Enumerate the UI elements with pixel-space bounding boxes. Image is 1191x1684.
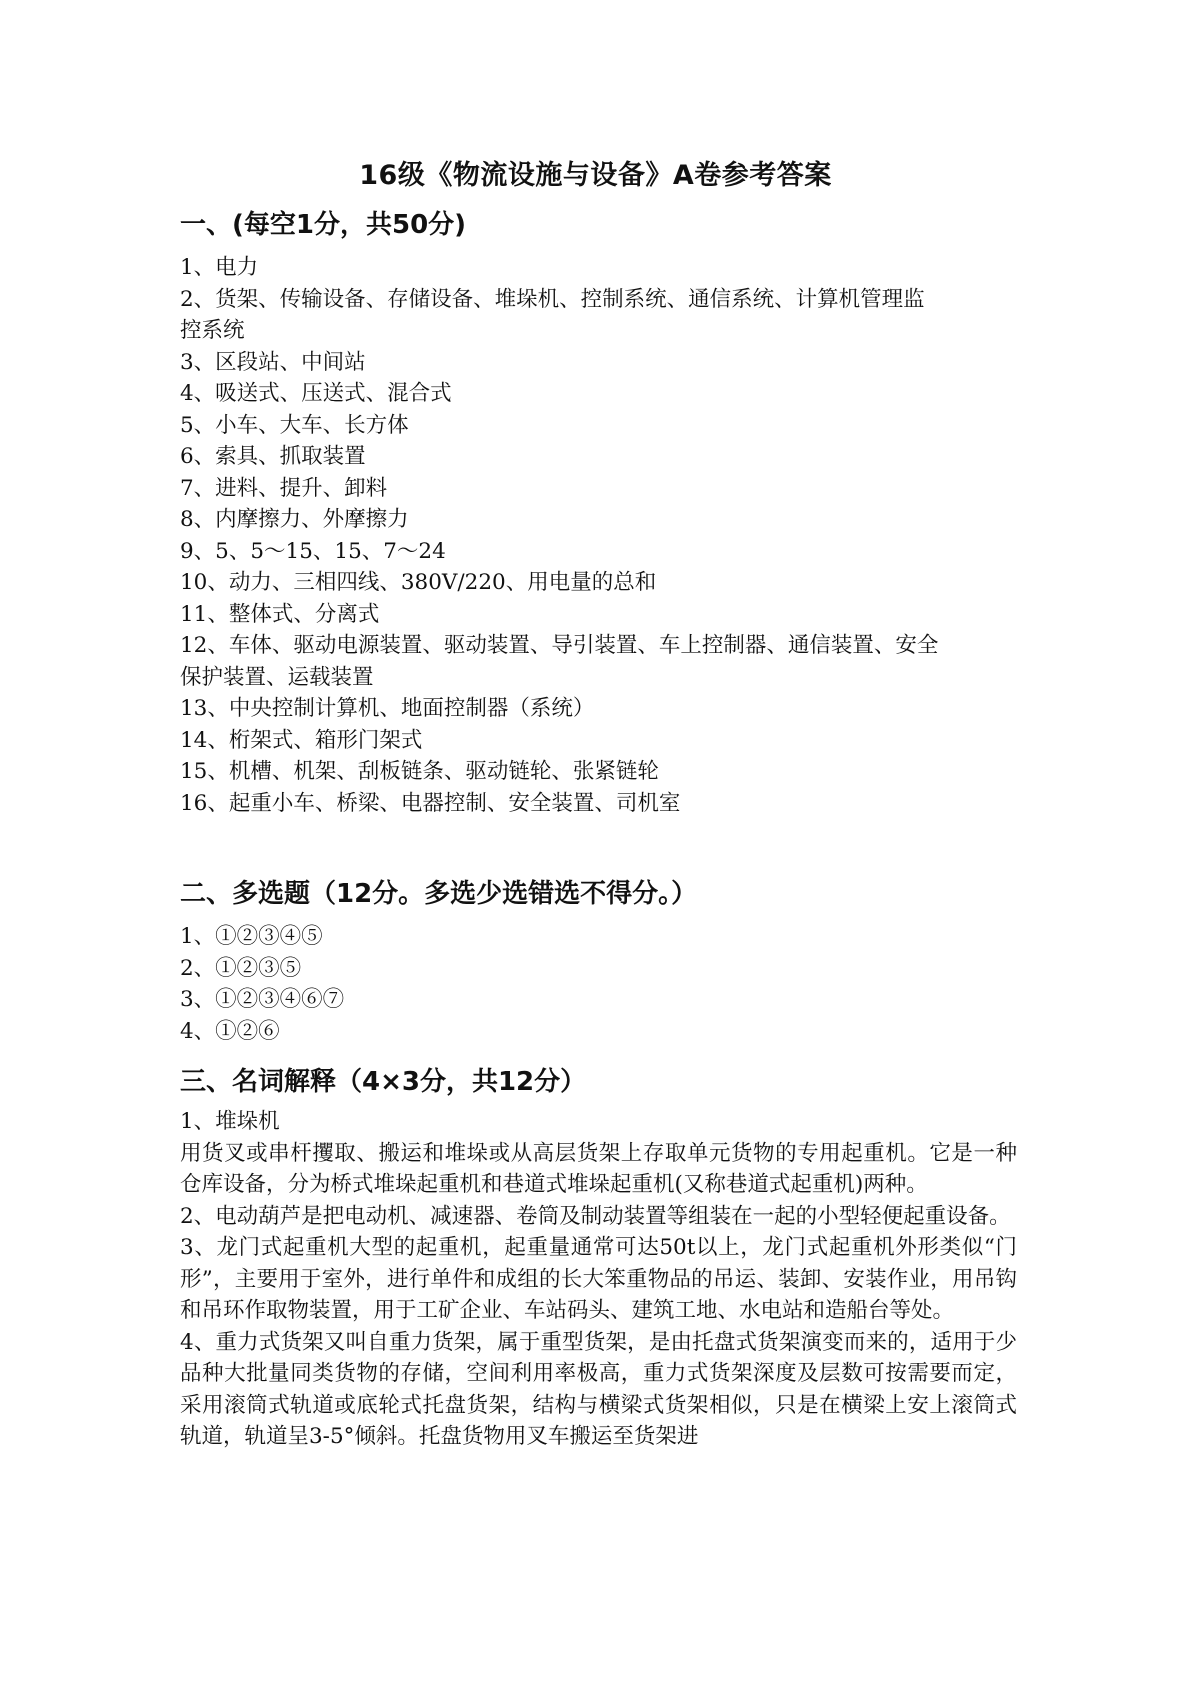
- answer-line: 10、动力、三相四线、380V/220、用电量的总和: [180, 570, 657, 595]
- section2-heading: 二、多选题（12分。多选少选错选不得分。）: [180, 879, 698, 909]
- document-title: 16级《物流设施与设备》A卷参考答案: [359, 160, 832, 191]
- section2-answers: [180, 921, 1017, 1047]
- answer-line: 11、整体式、分离式: [180, 601, 380, 627]
- term-title: 1、堆垛机: [180, 1109, 280, 1134]
- answer-line: 16、起重小车、桥梁、电器控制、安全装置、司机室: [180, 790, 681, 816]
- answer-line: 9、5、5～15、15、7～24: [180, 538, 446, 564]
- term-definition: 2、电动葫芦是把电动机、减速器、卷筒及制动装置等组装在一起的小型轻便起重设备。: [180, 1203, 1011, 1229]
- term-definition: 用货叉或串杆攫取、搬运和堆垛或从高层货架上存取单元货物的专用起重机。它是一种仓库设备，分为桥式堆垛起重机和巷道式堆垛起重机(又称巷道式起重机)两种。: [180, 1140, 1017, 1197]
- answer-line: 1、①②③④⑤: [180, 924, 323, 949]
- answer-line: 15、机槽、机架、刮板链条、驱动链轮、张紧链轮: [180, 759, 659, 784]
- answer-line: 2、货架、传输设备、存储设备、堆垛机、控制系统、通信系统、计算机管理监: [180, 286, 925, 312]
- answer-line: 3、①②③④⑥⑦: [180, 987, 345, 1012]
- answer-line: 1、电力: [180, 255, 259, 280]
- answer-line: 4、吸送式、压送式、混合式: [180, 381, 452, 406]
- answer-line: 3、区段站、中间站: [180, 349, 366, 375]
- answer-line: 2、①②③⑤: [180, 955, 302, 981]
- section3-heading: 三、名词解释（4×3分，共12分）: [180, 1067, 587, 1097]
- answer-line: 13、中央控制计算机、地面控制器（系统）: [180, 696, 595, 721]
- section1-heading: 一、(每空1分，共50分): [180, 210, 467, 240]
- answer-line: 8、内摩擦力、外摩擦力: [180, 507, 409, 532]
- section3-answers: [180, 1106, 1017, 1453]
- answer-line: 4、①②⑥: [180, 1018, 280, 1044]
- answer-line: 5、小车、大车、长方体: [180, 412, 409, 438]
- answer-line: 14、桁架式、箱形门架式: [180, 727, 423, 753]
- answer-line: 控系统: [180, 318, 245, 343]
- answer-line: 12、车体、驱动电源装置、驱动装置、导引装置、车上控制器、通信装置、安全: [180, 633, 939, 658]
- term-definition: 3、龙门式起重机大型的起重机，起重量通常可达50t以上，龙门式起重机外形类似“门形”，主要用于室外，进行单件和成组的长大笨重物品的吊运、装卸、安装作业，用吊钩和吊环作取物装置，用于工矿企业、车站码头、建筑工地、水电站和造船台等处。: [180, 1235, 1017, 1323]
- answer-line: 6、索具、抓取装置: [180, 444, 366, 469]
- term-definition: 4、重力式货架又叫自重力货架，属于重型货架，是由托盘式货架演变而来的，适用于少品种大批量同类货物的存储，空间利用率极高，重力式货架深度及层数可按需要而定，采用滚筒式轨道或底轮式托盘货架，结构与横梁式货架相似，只是在横梁上安上滚筒式轨道，轨道呈3-5°倾斜。托盘货物用叉车搬运至货架进: [180, 1329, 1017, 1449]
- answer-line: 7、进料、提升、卸料: [180, 475, 388, 501]
- answer-line: 保护装置、运载装置: [180, 664, 374, 690]
- section1-answers: [180, 252, 1017, 819]
